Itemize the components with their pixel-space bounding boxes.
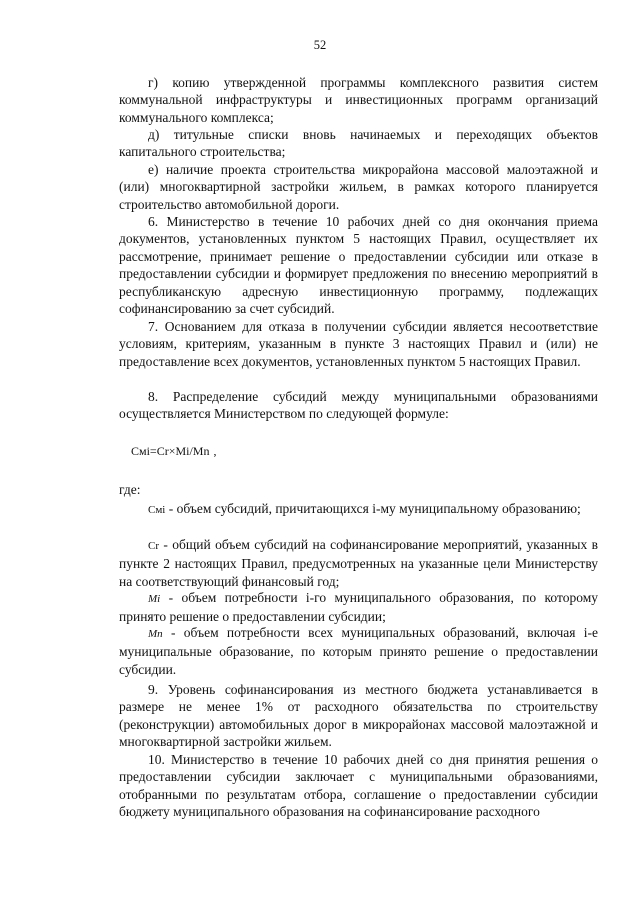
- definition-cr: [119, 536, 598, 590]
- item-e-paragraph: е) наличие проекта строительства микрорайона массовой малоэтажной и (или) многоквартирной застройки жильем, в рамках которого планируется строительство автомобильной дороги.: [119, 162, 598, 212]
- page-number: 52: [313, 38, 327, 52]
- where-label: где:: [119, 482, 141, 497]
- definition-mi: [119, 589, 598, 626]
- definition-cmi-text: - объем субсидий, причитающихся i-му муниципальному образованию;: [165, 501, 581, 516]
- definition-cr-text: - общий объем субсидий на софинансирование мероприятий, указанных в пункте 2 настоящих Правил, предусмотренных на указанные цели Министерству на соответствующий финансовый год;: [119, 537, 598, 589]
- definition-mn-text: - объем потребности всех муниципальных образований, включая i-е муниципальные образование, по которым принято решение о предоставлении субсидии.: [119, 625, 598, 677]
- symbol-mi: Mi: [148, 593, 161, 605]
- definition-mi-text: - объем потребности i-го муниципального образования, по которому принято решение о предоставлении субсидии;: [119, 590, 598, 625]
- definition-mn: [119, 624, 598, 678]
- paragraph-6: 6. Министерство в течение 10 рабочих дней со дня окончания приема документов, установленных пунктом 5 настоящих Правил, осуществляет их рассмотрение, принимает решение о предоставлении субсидии или отказе в предоставлении субсидии и формирует предложения по внесению мероприятий в республиканскую адресную инвестиционную программу, подлежащих софинансированию за счет субсидий.: [119, 214, 598, 317]
- formula-expression: Смi=Cr×Mi/Mn: [131, 444, 210, 458]
- definition-cmi: [119, 500, 598, 519]
- subsidy-formula: [131, 443, 216, 459]
- paragraph-7: 7. Основанием для отказа в получении субсидии является несоответствие условиям, критериям, указанным в пункте 3 настоящих Правил и (или) не предоставление всех документов, установленных пунктом 5 настоящих Правил.: [119, 319, 598, 369]
- formula-comma: ,: [213, 444, 217, 458]
- item-g-paragraph: г) копию утвержденной программы комплексного развития систем коммунальной инфраструктуры и инвестиционных программ организаций коммунального комплекса;: [119, 75, 598, 125]
- symbol-cmi: Смi: [148, 504, 166, 516]
- item-d-paragraph: д) титульные списки вновь начинаемых и переходящих объектов капитального строительства;: [119, 127, 598, 160]
- paragraph-8: 8. Распределение субсидий между муниципальными образованиями осуществляется Министерством по следующей формуле:: [119, 389, 598, 422]
- symbol-cr: Cr: [148, 540, 159, 552]
- paragraph-9: 9. Уровень софинансирования из местного бюджета устанавливается в размере не менее 1% от расходного обязательства по строительству (реконструкции) автомобильных дорог в микрорайонах массовой малоэтажной и многоквартирной застройки жильем.: [119, 682, 598, 750]
- paragraph-10: 10. Министерство в течение 10 рабочих дней со дня принятия решения о предоставлении субсидии заключает с муниципальными образованиями, отобранными по результатам отбора, соглашение о предоставлении субсидии бюджету муниципального образования на софинансирование расходного: [119, 752, 598, 820]
- symbol-mn: Mn: [148, 628, 163, 640]
